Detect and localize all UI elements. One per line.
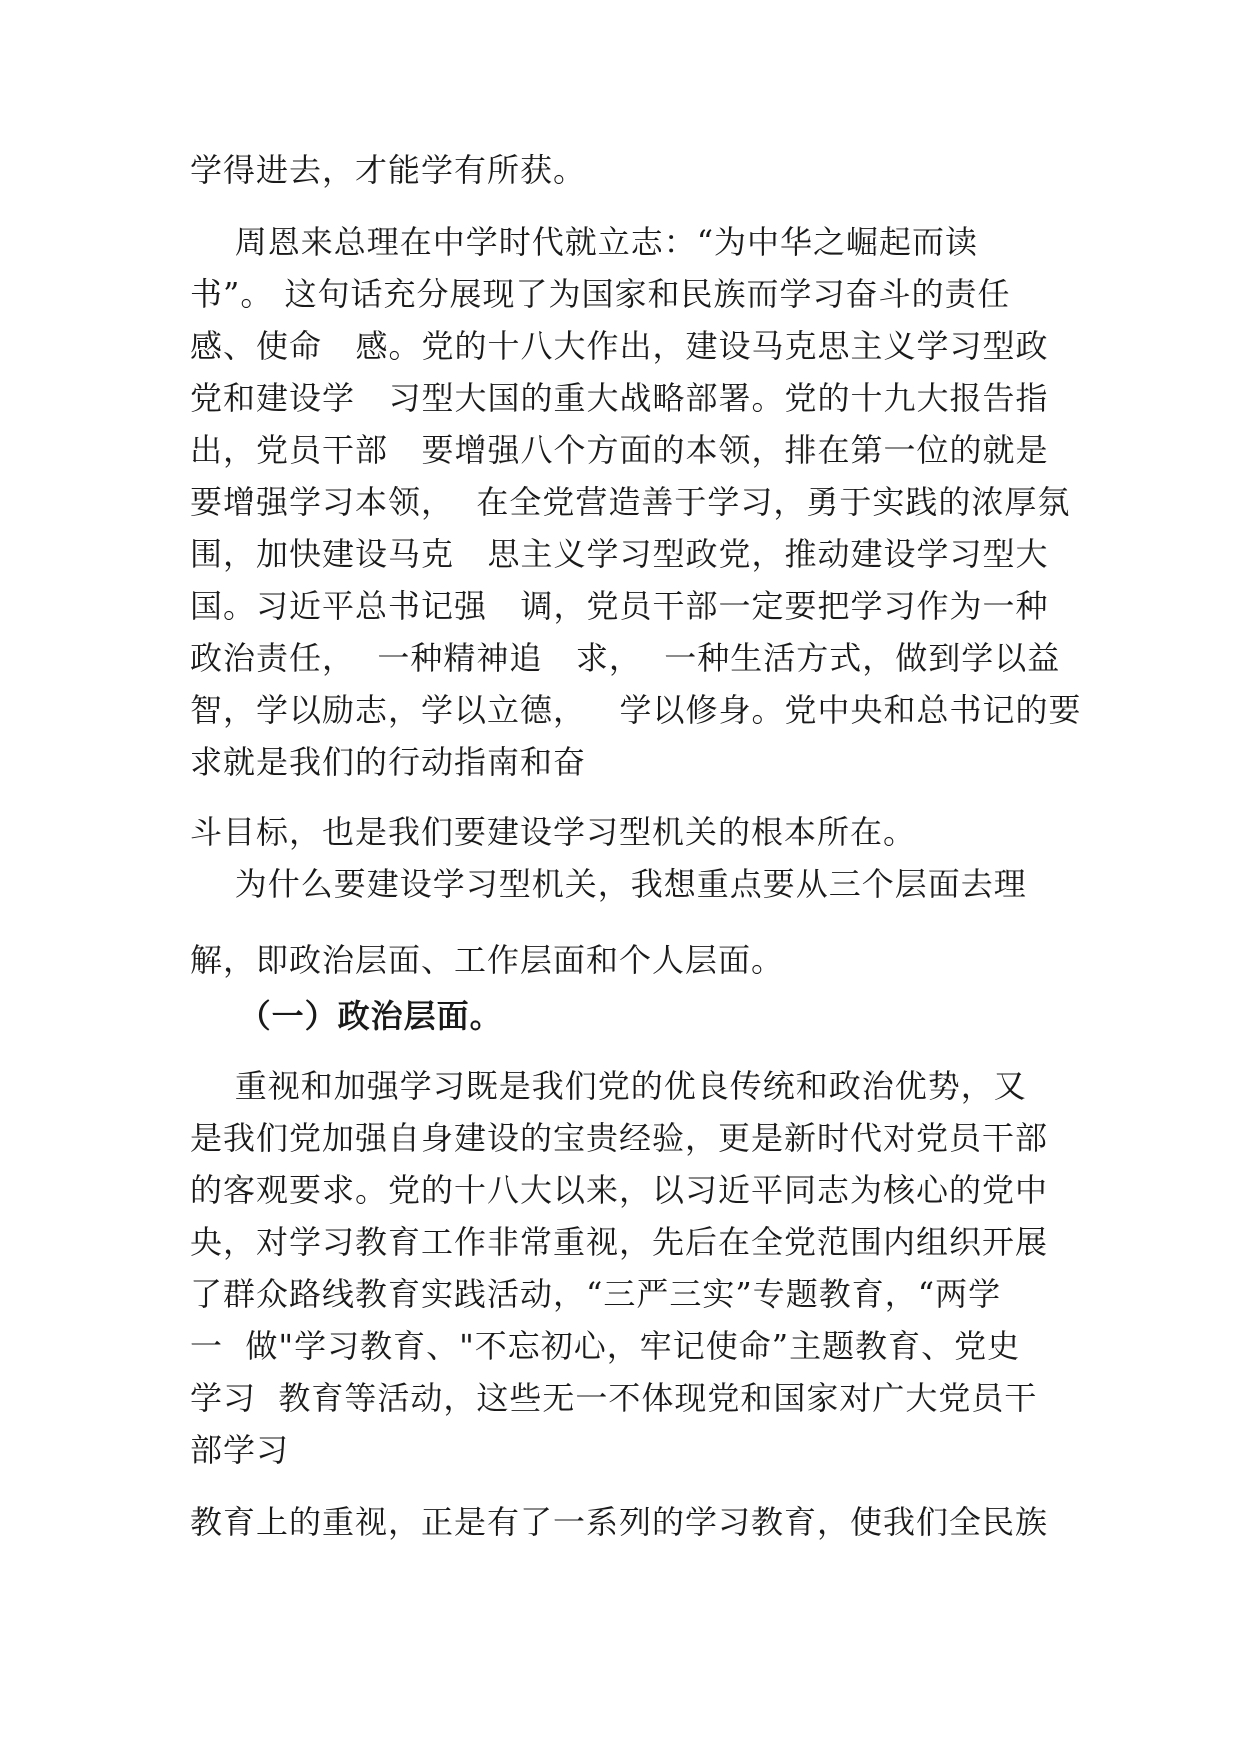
text-line: 围，加快建设马克 思主义学习型政党，推动建设学习型大: [190, 535, 1049, 573]
text-line: 政治责任， 一种精神追 求， 一种生活方式，做到学以益: [190, 639, 1061, 677]
text-line: 是我们党加强自身建设的宝贵经验，更是新时代对党员干部: [190, 1119, 1049, 1157]
text-line: 要增强学习本领， 在全党营造善于学习，勇于实践的浓厚氛: [190, 483, 1071, 521]
text-line: 书”。 这句话充分展现了为国家和民族而学习奋斗的责任: [190, 275, 1011, 313]
text-line: 周恩来总理在中学时代就立志：“为中华之崛起而读: [190, 223, 979, 261]
text-line: 了群众路线教育实践活动，“三严三实”专题教育，“两学: [190, 1275, 1002, 1313]
text-line: 斗目标，也是我们要建设学习型机关的根本所在。: [190, 813, 917, 851]
text-line: 学得进去，才能学有所获。: [190, 151, 587, 189]
text-line: 感、使命 感。党的十八大作出，建设马克思主义学习型政: [190, 327, 1049, 365]
section-heading: （一）政治层面。: [190, 997, 503, 1035]
text-line: 部学习: [190, 1431, 290, 1469]
text-line: 为什么要建设学习型机关，我想重点要从三个层面去理: [190, 865, 1027, 903]
text-line: 国。习近平总书记强 调，党员干部一定要把学习作为一种: [190, 587, 1049, 625]
text-line: 重视和加强学习既是我们党的优良传统和政治优势，又: [190, 1067, 1027, 1105]
text-line: 智，学以励志，学以立德， 学以修身。党中央和总书记的要: [190, 691, 1082, 729]
text-line: 教育上的重视，正是有了一系列的学习教育，使我们全民族: [190, 1503, 1049, 1541]
text-line: 求就是我们的行动指南和奋: [190, 743, 587, 781]
text-line: 央，对学习教育工作非常重视，先后在全党范围内组织开展: [190, 1223, 1049, 1261]
text-line: 党和建设学 习型大国的重大战略部署。党的十九大报告指: [190, 379, 1049, 417]
text-line: 出，党员干部 要增强八个方面的本领，排在第一位的就是: [190, 431, 1049, 469]
text-line: 的客观要求。党的十八大以来，以习近平同志为核心的党中: [190, 1171, 1049, 1209]
text-line: 一 做"学习教育、"不忘初心，牢记使命”主题教育、党史: [190, 1327, 1021, 1365]
text-line: 解，即政治层面、工作层面和个人层面。: [190, 941, 785, 979]
text-line: 学习 教育等活动，这些无一不体现党和国家对广大党员干: [190, 1379, 1038, 1417]
